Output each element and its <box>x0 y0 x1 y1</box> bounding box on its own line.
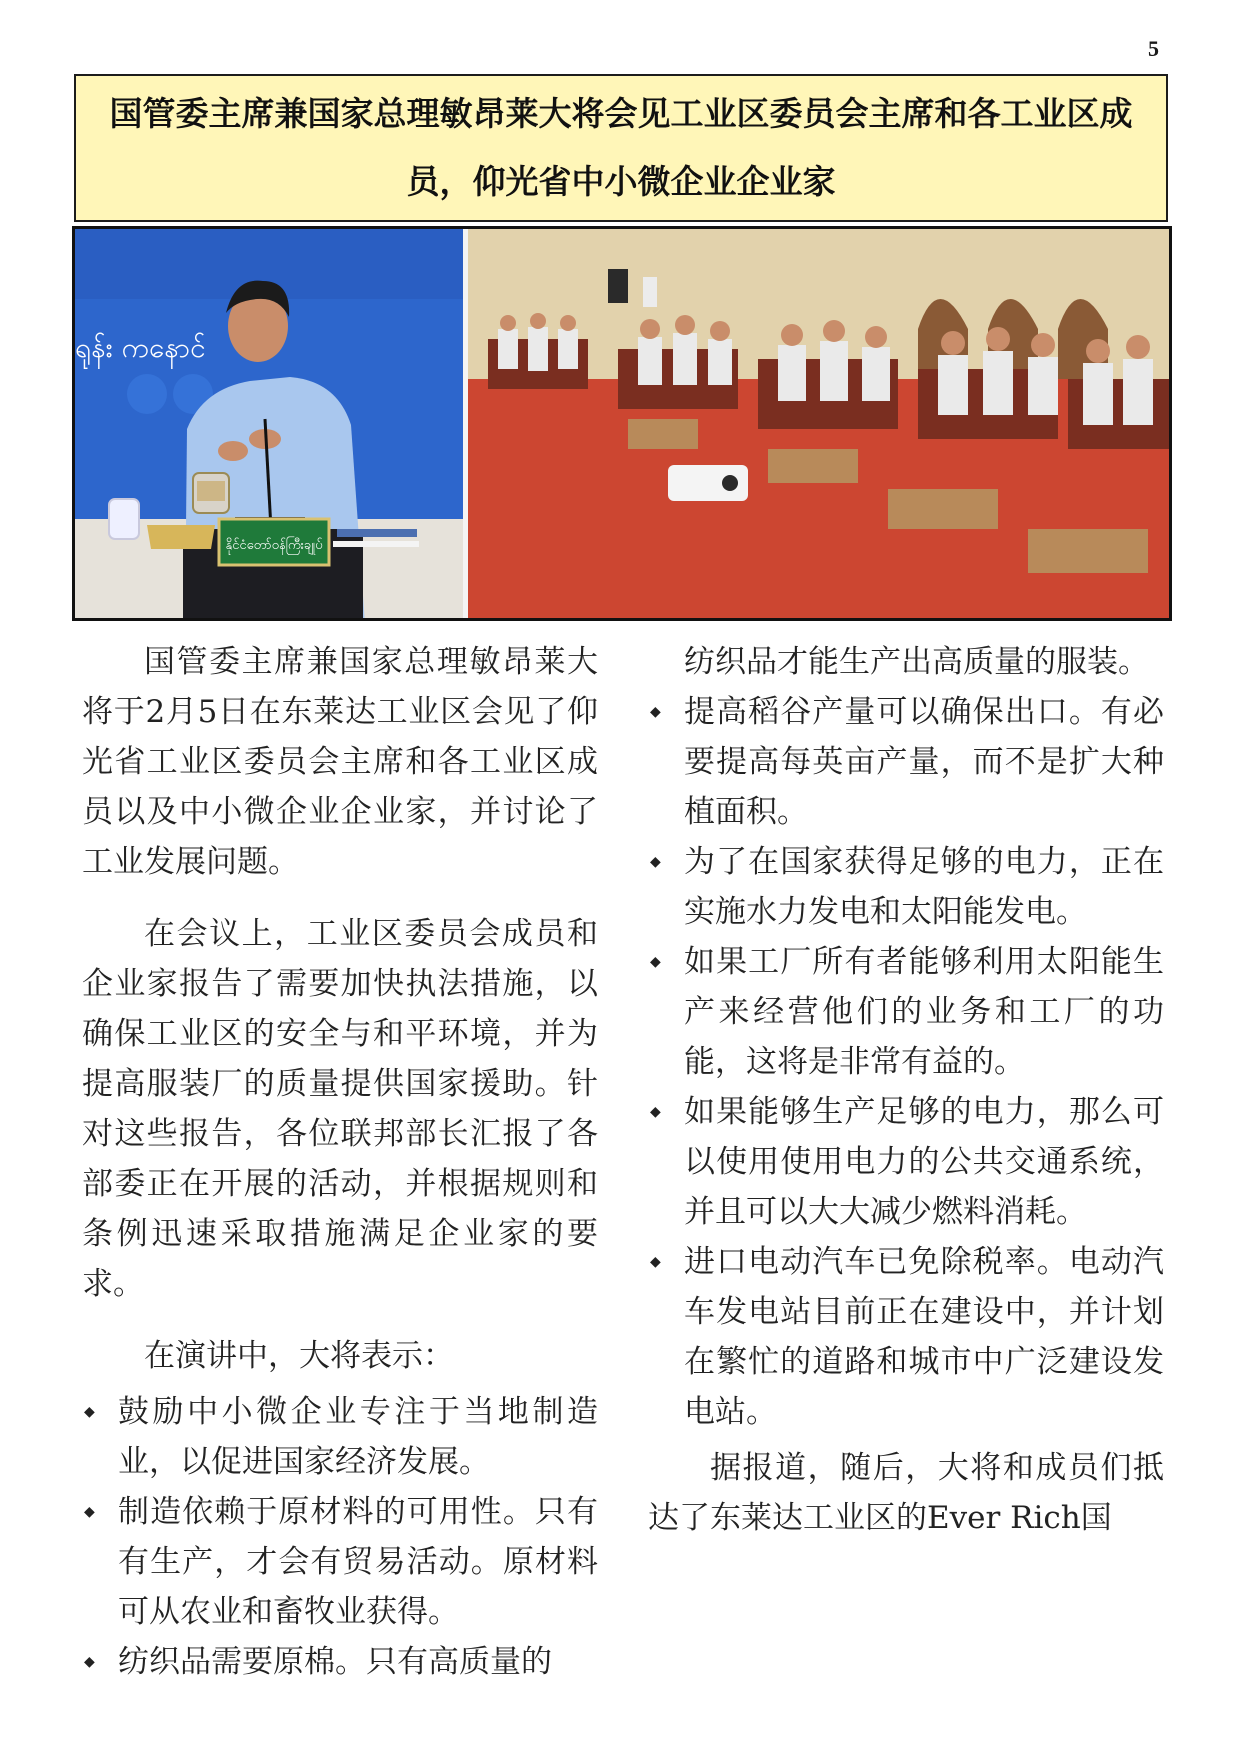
backdrop-burmese-text: ရုန်း ကနောင် <box>75 331 206 364</box>
photo-panel <box>72 226 1172 621</box>
audience-photo <box>468 229 1169 618</box>
speaker-photo <box>75 229 463 618</box>
right-column <box>648 637 1164 1667</box>
headline-box <box>74 74 1168 222</box>
closing-paragraph: 据报道，随后，大将和成员们抵达了东莱达工业区的Ever Rich国 <box>648 1450 1164 1536</box>
list-item: ◆ 制造依赖于原材料的可用性。只有有生产，才会有贸易活动。原材料可从农业和畜牧业获得。 <box>82 1487 598 1637</box>
list-item: ◆ 进口电动汽车已免除税率。电动汽车发电站目前正在建设中，并计划在繁忙的道路和城市中广泛建设发电站。 <box>648 1237 1164 1437</box>
list-item: ◆ 提高稻谷产量可以确保出口。有必要提高每英亩产量，而不是扩大种植面积。 <box>648 687 1164 837</box>
list-item: ◆ 纺织品需要原棉。只有高质量的 <box>82 1637 598 1687</box>
speech-points-list-continued <box>648 687 1164 1437</box>
nameplate-text: နိုင်ငံတော်ဝန်ကြီးချုပ် <box>225 538 323 553</box>
headline: 国管委主席兼国家总理敏昂莱大将会见工业区委员会主席和各工业区成员，仰光省中小微企业企业家 <box>109 94 1133 201</box>
list-item: ◆ 如果能够生产足够的电力，那么可以使用使用电力的公共交通系统，并且可以大大减少燃料消耗。 <box>648 1087 1164 1237</box>
list-item: ◆ 为了在国家获得足够的电力，正在实施水力发电和太阳能发电。 <box>648 837 1164 937</box>
audience-illustration <box>468 229 1169 618</box>
intro-paragraph: 国管委主席兼国家总理敏昂莱大将于2月5日在东莱达工业区会见了仰光省工业区委员会主席和各工业区成员以及中小微企业企业家，并讨论了工业发展问题。 <box>82 644 598 880</box>
speech-points-list <box>82 1387 598 1687</box>
speaker-illustration <box>75 229 463 618</box>
speech-lead-paragraph: 在演讲中，大将表示： <box>144 1338 454 1374</box>
meeting-paragraph: 在会议上，工业区委员会成员和企业家报告了需要加快执法措施，以确保工业区的安全与和平环境，并为提高服装厂的质量提供国家援助。针对这些报告，各位联邦部长汇报了各部委正在开展的活动，并根据规则和条例迅速采取措施满足企业家的要求。 <box>82 916 598 1302</box>
continued-bullet-text: 纺织品才能生产出高质量的服装。 <box>684 644 1149 680</box>
list-item: ◆ 如果工厂所有者能够利用太阳能生产来经营他们的业务和工厂的功能，这将是非常有益的。 <box>648 937 1164 1087</box>
list-item: ◆ 鼓励中小微企业专注于当地制造业，以促进国家经济发展。 <box>82 1387 598 1487</box>
left-column <box>82 637 598 1680</box>
page-number: 5 <box>1148 36 1159 61</box>
article-body <box>82 637 1164 1680</box>
